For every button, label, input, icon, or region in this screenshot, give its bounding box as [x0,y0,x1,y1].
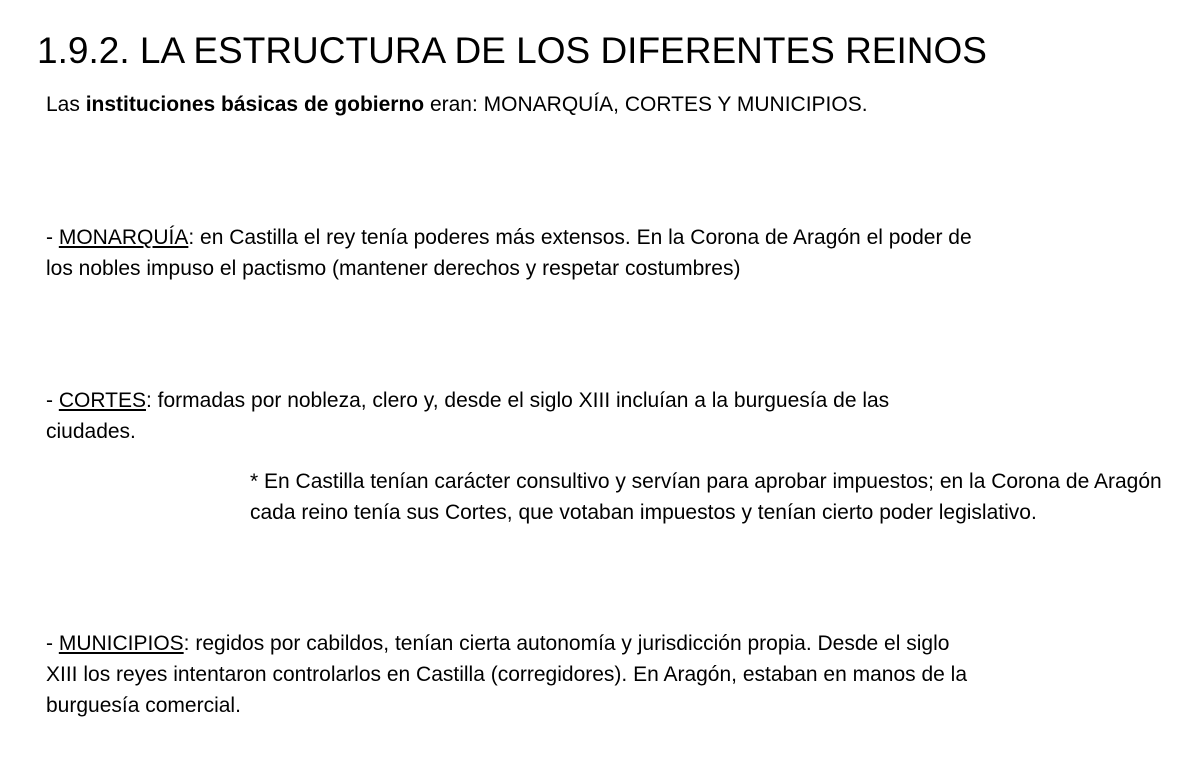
cortes-note-paragraph: * En Castilla tenían carácter consultivo y servían para aprobar impuestos; en la Corona de Aragón cada reino tenía sus Cortes, que votaban impuestos y tenían cierto poder legislativo. [250,470,1162,524]
municipios-paragraph [46,628,976,721]
monarquia-dash: - [46,226,59,249]
intro-paragraph [46,89,976,120]
cortes-text: : formadas por nobleza, clero y, desde el siglo XIII incluían a la burguesía de las ciudades. [46,389,890,443]
municipios-term: MUNICIPIOS [58,632,184,655]
monarquia-text: : en Castilla el rey tenía poderes más extensos. En la Corona de Aragón el poder de los nobles impuso el pactismo (mantener derechos y respetar costumbres) [46,226,972,280]
intro-prefix: Las [46,93,86,116]
slide-title: 1.9.2. LA ESTRUCTURA DE LOS DIFERENTES REINOS [37,30,987,71]
monarquia-term: MONARQUÍA [58,226,189,249]
cortes-paragraph [46,385,976,447]
cortes-dash: - [46,389,59,412]
intro-suffix: eran: MONARQUÍA, CORTES Y MUNICIPIOS. [424,93,868,116]
municipios-dash: - [46,632,59,655]
cortes-term: CORTES [58,389,146,412]
monarquia-paragraph [46,222,976,284]
intro-bold-text: instituciones básicas de gobierno [85,93,425,116]
municipios-text: : regidos por cabildos, tenían cierta autonomía y jurisdicción propia. Desde el siglo XIII los reyes intentaron controlarlos en Castilla (corregidores). En Aragón, estaban en manos de la burguesía comercial. [46,632,967,717]
